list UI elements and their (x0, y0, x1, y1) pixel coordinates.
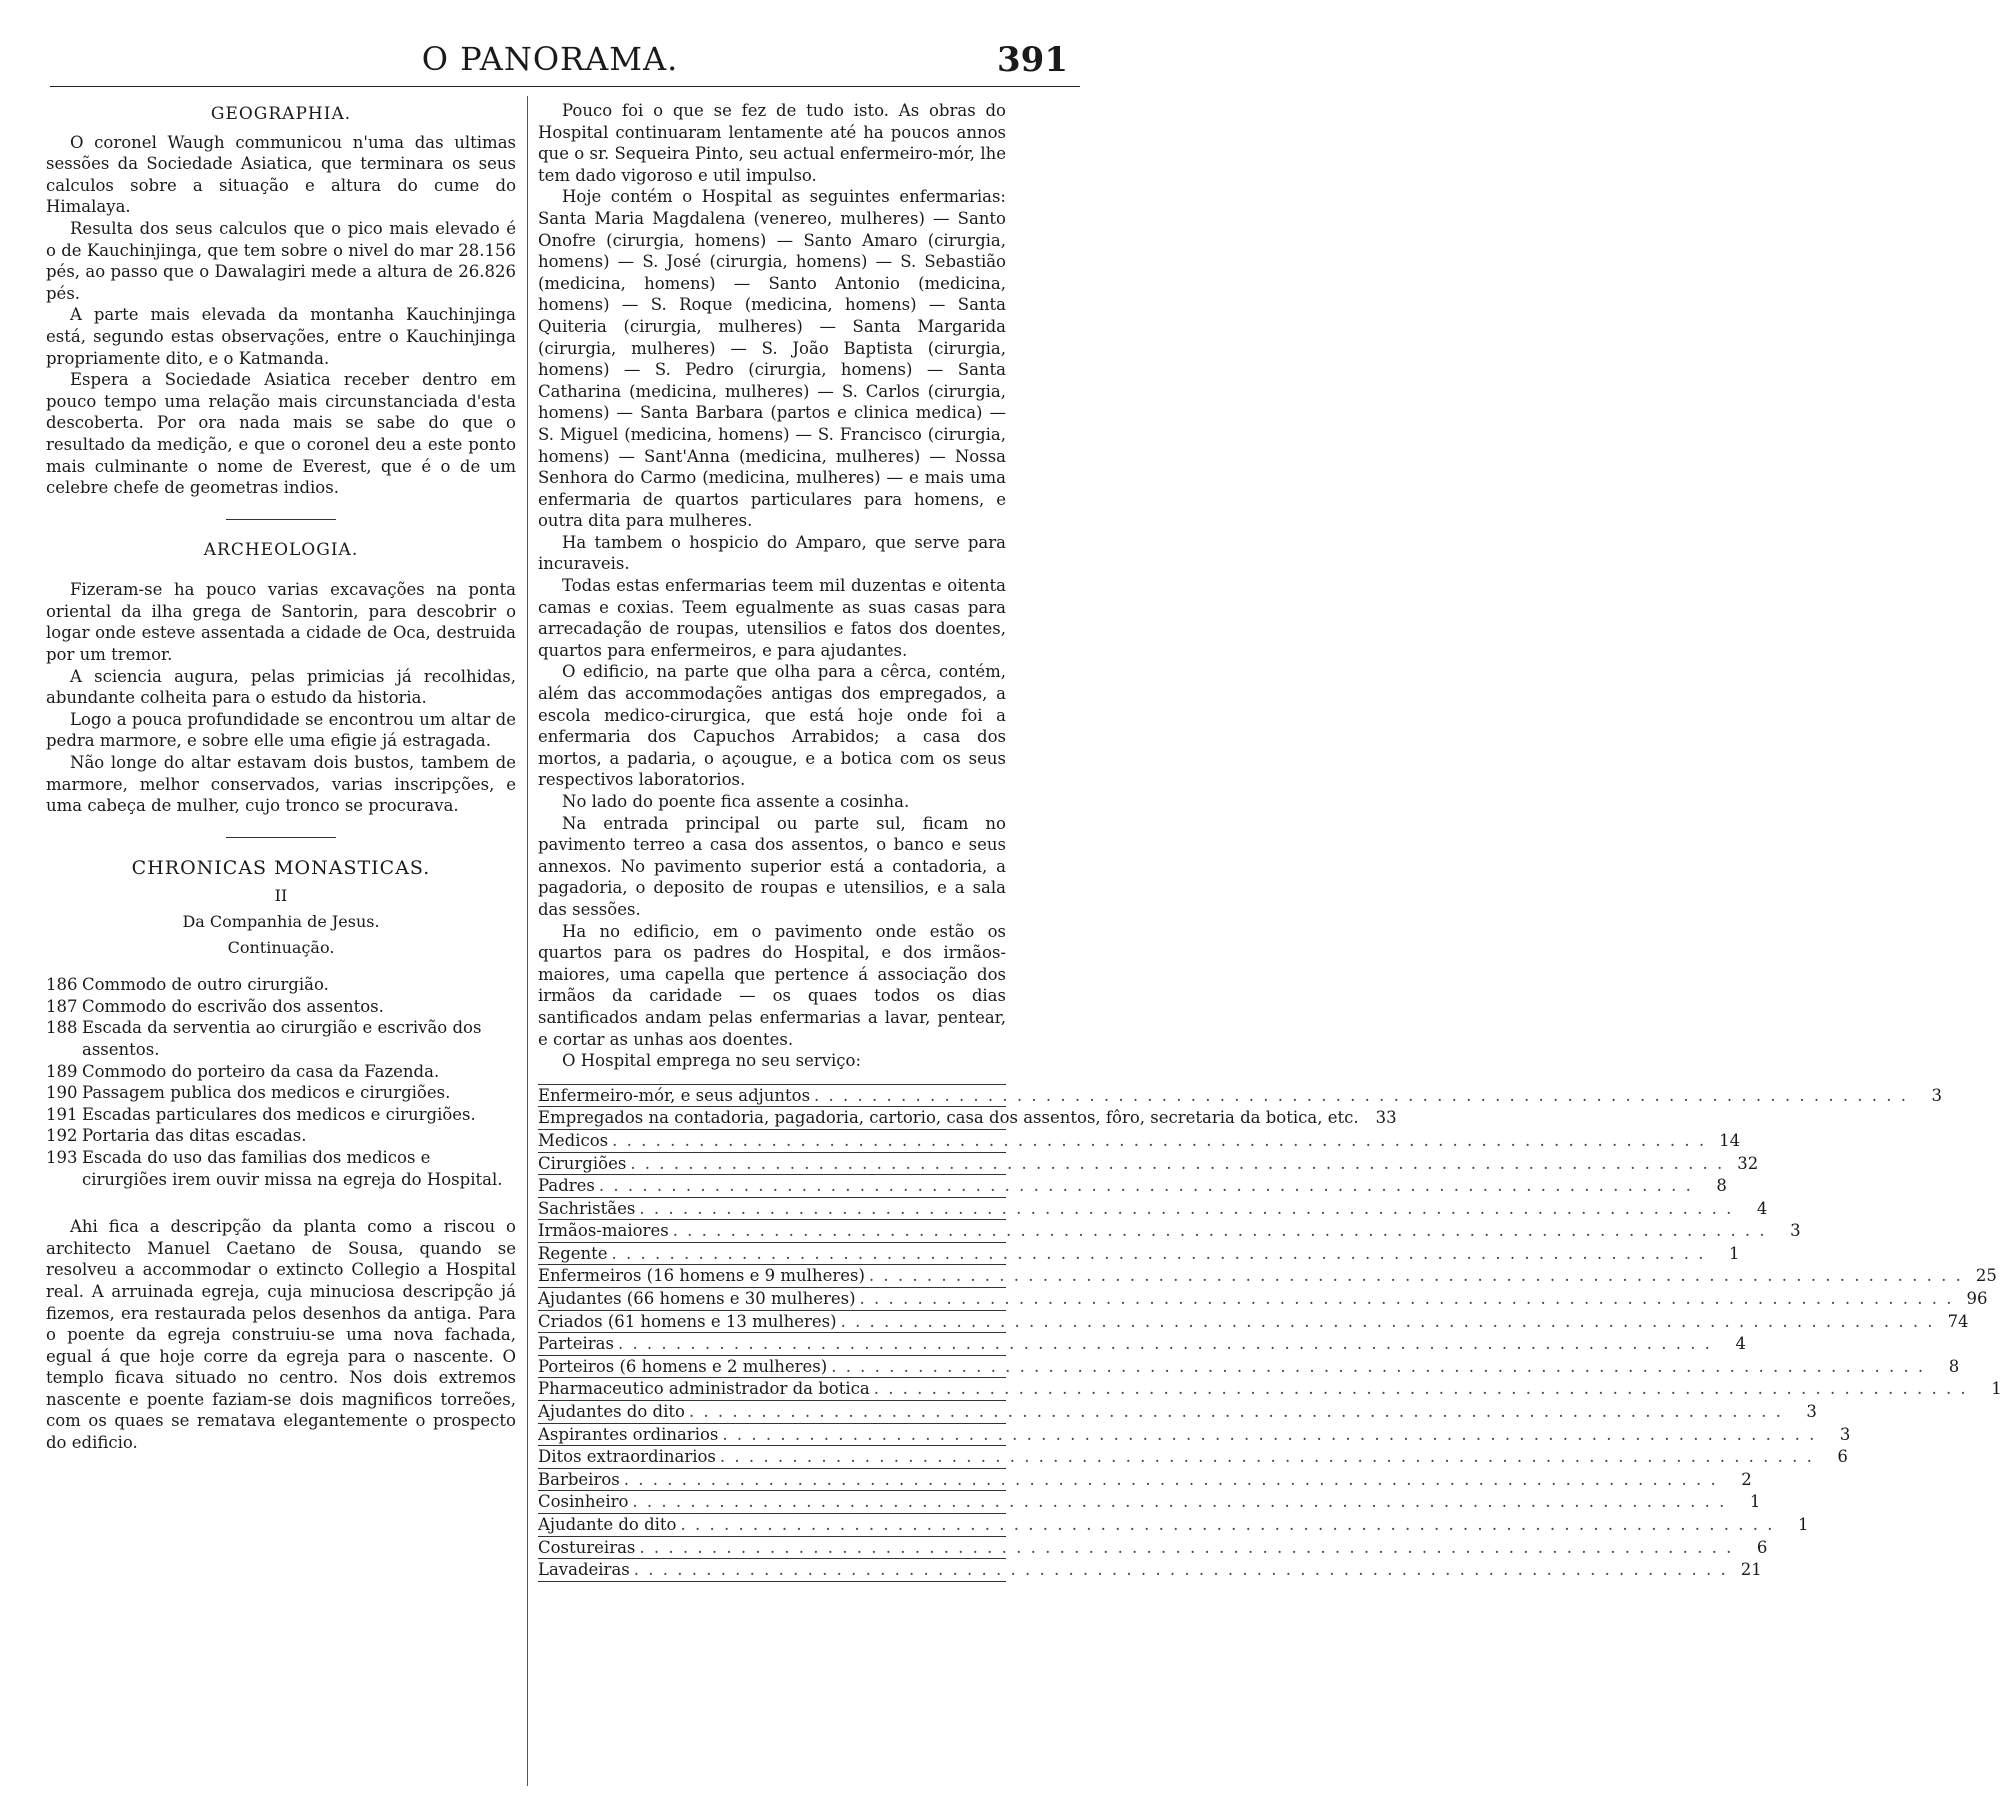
staff-label: Regente (538, 1243, 608, 1263)
staff-count: 8 (1716, 1176, 1727, 1196)
hospital-paragraph: Na entrada principal ou parte sul, ficam no pavimento terreo a casa dos assentos, o banco e seus annexos. No pavimento superior está a contadoria, a pagadoria, o deposito de roupas e utensilios, e a sala das sessões. (538, 813, 1006, 919)
list-number: 188 (46, 1018, 78, 1038)
staff-row (538, 1378, 2002, 1401)
staff-label: Ajudante do dito (538, 1515, 677, 1534)
staff-count: 33 (1375, 1108, 1397, 1128)
list-item (46, 974, 516, 996)
chronicle-subtitle: Da Companhia de Jesus. (182, 912, 380, 931)
staff-label: Aspirantes ordinarios (538, 1424, 719, 1444)
staff-count: 21 (1740, 1560, 1762, 1580)
staff-count: 4 (1756, 1198, 1768, 1218)
left-column (46, 100, 516, 1454)
hospital-paragraph: Pouco foi o que se fez de tudo isto. As obras do Hospital continuaram lentamente até ha poucos annos que o sr. Sequeira Pinto, seu actual enfermeiro-mór, lhe tem dado vigoroso e util impulso. (538, 101, 1006, 185)
staff-label: Barbeiros (538, 1469, 620, 1489)
staff-row (538, 1356, 1960, 1379)
staff-count: 4 (1735, 1334, 1746, 1354)
staff-count: 1 (1797, 1515, 1809, 1534)
staff-row (538, 1559, 1762, 1582)
staff-row (538, 1469, 1752, 1492)
list-text: Commodo de outro cirurgião. (82, 975, 329, 995)
geo-paragraph: A parte mais elevada da montanha Kauchinjinga está, segundo estas observações, entre o Kauchinjinga propriamente dito, e o Katmanda. (46, 305, 516, 368)
list-number: 191 (46, 1104, 78, 1124)
staff-count: 2 (1741, 1469, 1752, 1489)
staff-label: Criados (61 homens e 13 mulheres) (538, 1311, 837, 1331)
periodical-title: O PANORAMA. (421, 40, 679, 78)
staff-label: Sachristães (538, 1198, 636, 1218)
staff-row (538, 1288, 1988, 1311)
staff-row (538, 1446, 1848, 1469)
geo-paragraph: O coronel Waugh communicou n'uma das ultimas sessões da Sociedade Asiatica, que terminara os seus calculos sobre a situação e altura do cume do Himalaya. (46, 132, 516, 217)
hospital-paragraph: O Hospital emprega no seu serviço: (562, 1051, 862, 1071)
geo-paragraph: Resulta dos seus calculos que o pico mais elevado é o de Kauchinjinga, que tem sobre o nivel do mar 28.156 pés, ao passo que o Dawalagiri mede a altura de 26.826 pés. (46, 218, 516, 303)
list-text: Escada do uso das familias dos medicos e cirurgiões irem ouvir missa na egreja do Hospital. (82, 1147, 503, 1189)
hospital-paragraph: Hoje contém o Hospital as seguintes enfermarias: Santa Maria Magdalena (venereo, mulheres) — Santo Onofre (cirurgia, homens) — Santo Amaro (cirurgia, homens) — S. José (cirurgia, homens) — S. Sebastião (medicina, homens) — Santo Antonio (medicina, homens) — S. Roque (medicina, homens) — Santa Quiteria (cirurgia, mulheres) — Santa Margarida (cirurgia, mulheres) — S. João Baptista (cirurgia, homens) — S. Pedro (cirurgia, homens) — Santa Catharina (medicina, mulheres) — S. Carlos (cirurgia, homens) — Santa Barbara (partos e clinica medica) — S. Miguel (medicina, homens) — S. Francisco (cirurgia, homens) — Sant'Anna (medicina, mulheres) — Nossa Senhora do Carmo (medicina, mulheres) — e mais uma enfermaria de quartos particulares para homens, e outra dita para mulheres. (538, 187, 1006, 531)
staff-count: 1 (1729, 1243, 1740, 1263)
staff-label: Porteiros (6 homens e 2 mulheres) (538, 1356, 828, 1376)
staff-count: 3 (1790, 1221, 1801, 1241)
arch-paragraph: Fizeram-se ha pouco varias excavações na ponta oriental da ilha grega de Santorin, para descobrir o logar onde esteve assentada a cidade de Oca, destruida por um tremor. (46, 580, 516, 665)
arch-paragraph: Logo a pouca profundidade se encontrou um altar de pedra marmore, e sobre elle uma efigie já estragada. (46, 709, 516, 751)
staff-row (538, 1401, 1817, 1424)
section-divider (226, 837, 336, 838)
section-heading-geographia: GEOGRAPHIA. (210, 104, 352, 124)
staff-count: 3 (1931, 1085, 1943, 1105)
list-item (46, 1147, 516, 1190)
right-column (538, 100, 2002, 1582)
staff-label: Padres (538, 1176, 595, 1196)
hospital-paragraph: O edificio, na parte que olha para a cêrca, contém, além das accommodações antigas dos empregados, a escola medico-cirurgica, que está hoje onde foi a enfermaria dos Capuchos Arrabidos; a casa dos mortos, a padaria, o açougue, e a botica com os seus respectivos laboratorios. (538, 662, 1006, 790)
chronicle-part-number: II (274, 886, 288, 906)
staff-row (538, 1424, 1851, 1447)
list-item (46, 1082, 516, 1104)
staff-row (538, 1491, 1761, 1514)
staff-label: Cosinheiro (538, 1492, 629, 1512)
list-number: 190 (46, 1083, 78, 1103)
staff-count: 6 (1756, 1537, 1768, 1557)
geo-paragraph: Espera a Sociedade Asiatica receber dentro em pouco tempo uma relação mais circunstanciada d'esta descoberta. Por ora nada mais se sabe do que o resultado da medição, e que o coronel deu a este ponto mais culminante o nome de Everest, que é o de um celebre chefe de geometras indios. (46, 370, 516, 498)
staff-row (538, 1220, 1801, 1243)
list-text: Escadas particulares dos medicos e cirurgiões. (82, 1104, 476, 1124)
column-divider (527, 96, 528, 1786)
staff-label: Parteiras (538, 1334, 614, 1354)
staff-count: 1 (1749, 1492, 1761, 1512)
staff-row (538, 1107, 1397, 1130)
staff-label: Ajudantes (66 homens e 30 mulheres) (538, 1289, 856, 1309)
staff-count: 74 (1947, 1311, 1969, 1331)
page-header (20, 40, 1080, 86)
staff-label: Pharmaceutico administrador da botica (538, 1379, 870, 1399)
continuation-label: Continuação. (227, 937, 335, 957)
list-item (46, 996, 516, 1018)
staff-count: 3 (1806, 1402, 1817, 1422)
staff-count: 96 (1966, 1289, 1988, 1309)
list-text: Escada da serventia ao cirurgião e escrivão dos assentos. (82, 1018, 482, 1059)
list-item (46, 1125, 516, 1147)
list-text: Commodo do escrivão dos assentos. (82, 996, 384, 1016)
page-number: 391 (997, 40, 1068, 80)
staff-row (538, 1175, 1727, 1198)
staff-label: Lavadeiras (538, 1560, 630, 1580)
list-number: 186 (46, 975, 78, 995)
header-rule (50, 86, 1080, 87)
hospital-paragraph: Todas estas enfermarias teem mil duzentas e oitenta camas e coxias. Teem egualmente as suas casas para arrecadação de roupas, utensilios e fatos dos doentes, quartos para enfermeiros, e para ajudantes. (538, 576, 1006, 660)
staff-row (538, 1514, 1809, 1537)
list-text: Commodo do porteiro da casa da Fazenda. (82, 1061, 440, 1081)
list-number: 193 (46, 1147, 78, 1167)
section-heading-chronicas: CHRONICAS MONASTICAS. (131, 856, 431, 879)
staff-row (538, 1265, 1997, 1288)
staff-count: 14 (1719, 1130, 1741, 1150)
staff-row (538, 1311, 1969, 1334)
staff-count: 1 (1991, 1379, 2002, 1399)
hospital-paragraph: No lado do poente fica assente a cosinha. (562, 792, 910, 811)
arch-paragraph: A sciencia augura, pelas primicias já recolhidas, abundante colheita para o estudo da historia. (46, 666, 516, 708)
list-text: Passagem publica dos medicos e cirurgiões. (82, 1083, 451, 1103)
list-number: 189 (46, 1061, 78, 1081)
staff-count: 3 (1839, 1424, 1851, 1444)
arch-paragraph: Não longe do altar estavam dois bustos, tambem de marmore, melhor conservados, varias inscripções, e uma cabeça de mulher, cujo tronco se procurava. (46, 753, 516, 816)
staff-count: 6 (1837, 1447, 1848, 1467)
staff-row (538, 1537, 1768, 1560)
staff-label: Irmãos-maiores (538, 1221, 669, 1241)
hospital-paragraph: Ha no edificio, em o pavimento onde estão os quartos para os padres do Hospital, e dos irmãos-maiores, uma capella que pertence á associação dos irmãos da caridade — os quaes todos os dias santificados andam pelas enfermarias a lavar, pentear, e cortar as unhas aos doentes. (538, 921, 1006, 1049)
staff-row (538, 1333, 1746, 1356)
staff-label: Enfermeiro-mór, e seus adjuntos (538, 1085, 811, 1105)
list-number: 192 (46, 1126, 78, 1146)
staff-label: Medicos (538, 1130, 609, 1150)
staff-count: 32 (1737, 1153, 1759, 1173)
staff-row (538, 1198, 1768, 1221)
list-number: 187 (46, 996, 78, 1016)
list-item (46, 1017, 516, 1060)
section-heading-archeologia: ARCHEOLOGIA. (203, 539, 359, 560)
plan-legend-list (46, 974, 516, 1190)
list-text: Portaria das ditas escadas. (82, 1126, 307, 1146)
list-item (46, 1061, 516, 1083)
staff-row (538, 1243, 1740, 1266)
staff-row (538, 1130, 1741, 1153)
staff-count: 25 (1975, 1266, 1997, 1286)
hospital-paragraph: Ha tambem o hospicio do Amparo, que serve para incuraveis. (538, 532, 1006, 574)
list-item (46, 1104, 516, 1126)
staff-label: Cirurgiões (538, 1153, 627, 1173)
staff-count: 8 (1948, 1356, 1960, 1376)
staff-label: Enfermeiros (16 homens e 9 mulheres) (538, 1266, 865, 1286)
closing-paragraph: Ahi fica a descripção da planta como a riscou o architecto Manuel Caetano de Sousa, quando se resolveu a accommodar o extincto Collegio a Hospital real. A arruinada egreja, cuja minuciosa descripção já fizemos, era restaurada pelos desenhos da antiga. Para o poente da egreja construiu-se uma nova fachada, egual á que hoje corre da egreja para o nascente. O templo ficava situado no centro. Nos dois extremos nascente e poente faziam-se dois magnificos torreões, com os quaes se rematava elegantemente o prospecto do edificio. (46, 1217, 516, 1453)
section-divider (226, 519, 336, 520)
staff-row (538, 1153, 1759, 1176)
staff-label: Empregados na contadoria, pagadoria, cartorio, casa dos assentos, fôro, secretaria da botica, etc. (538, 1108, 1359, 1128)
staff-label: Ajudantes do dito (538, 1402, 685, 1422)
staff-table (538, 1084, 2002, 1582)
staff-label: Costureiras (538, 1537, 636, 1557)
staff-label: Ditos extraordinarios (538, 1447, 716, 1467)
staff-row (538, 1085, 1943, 1108)
